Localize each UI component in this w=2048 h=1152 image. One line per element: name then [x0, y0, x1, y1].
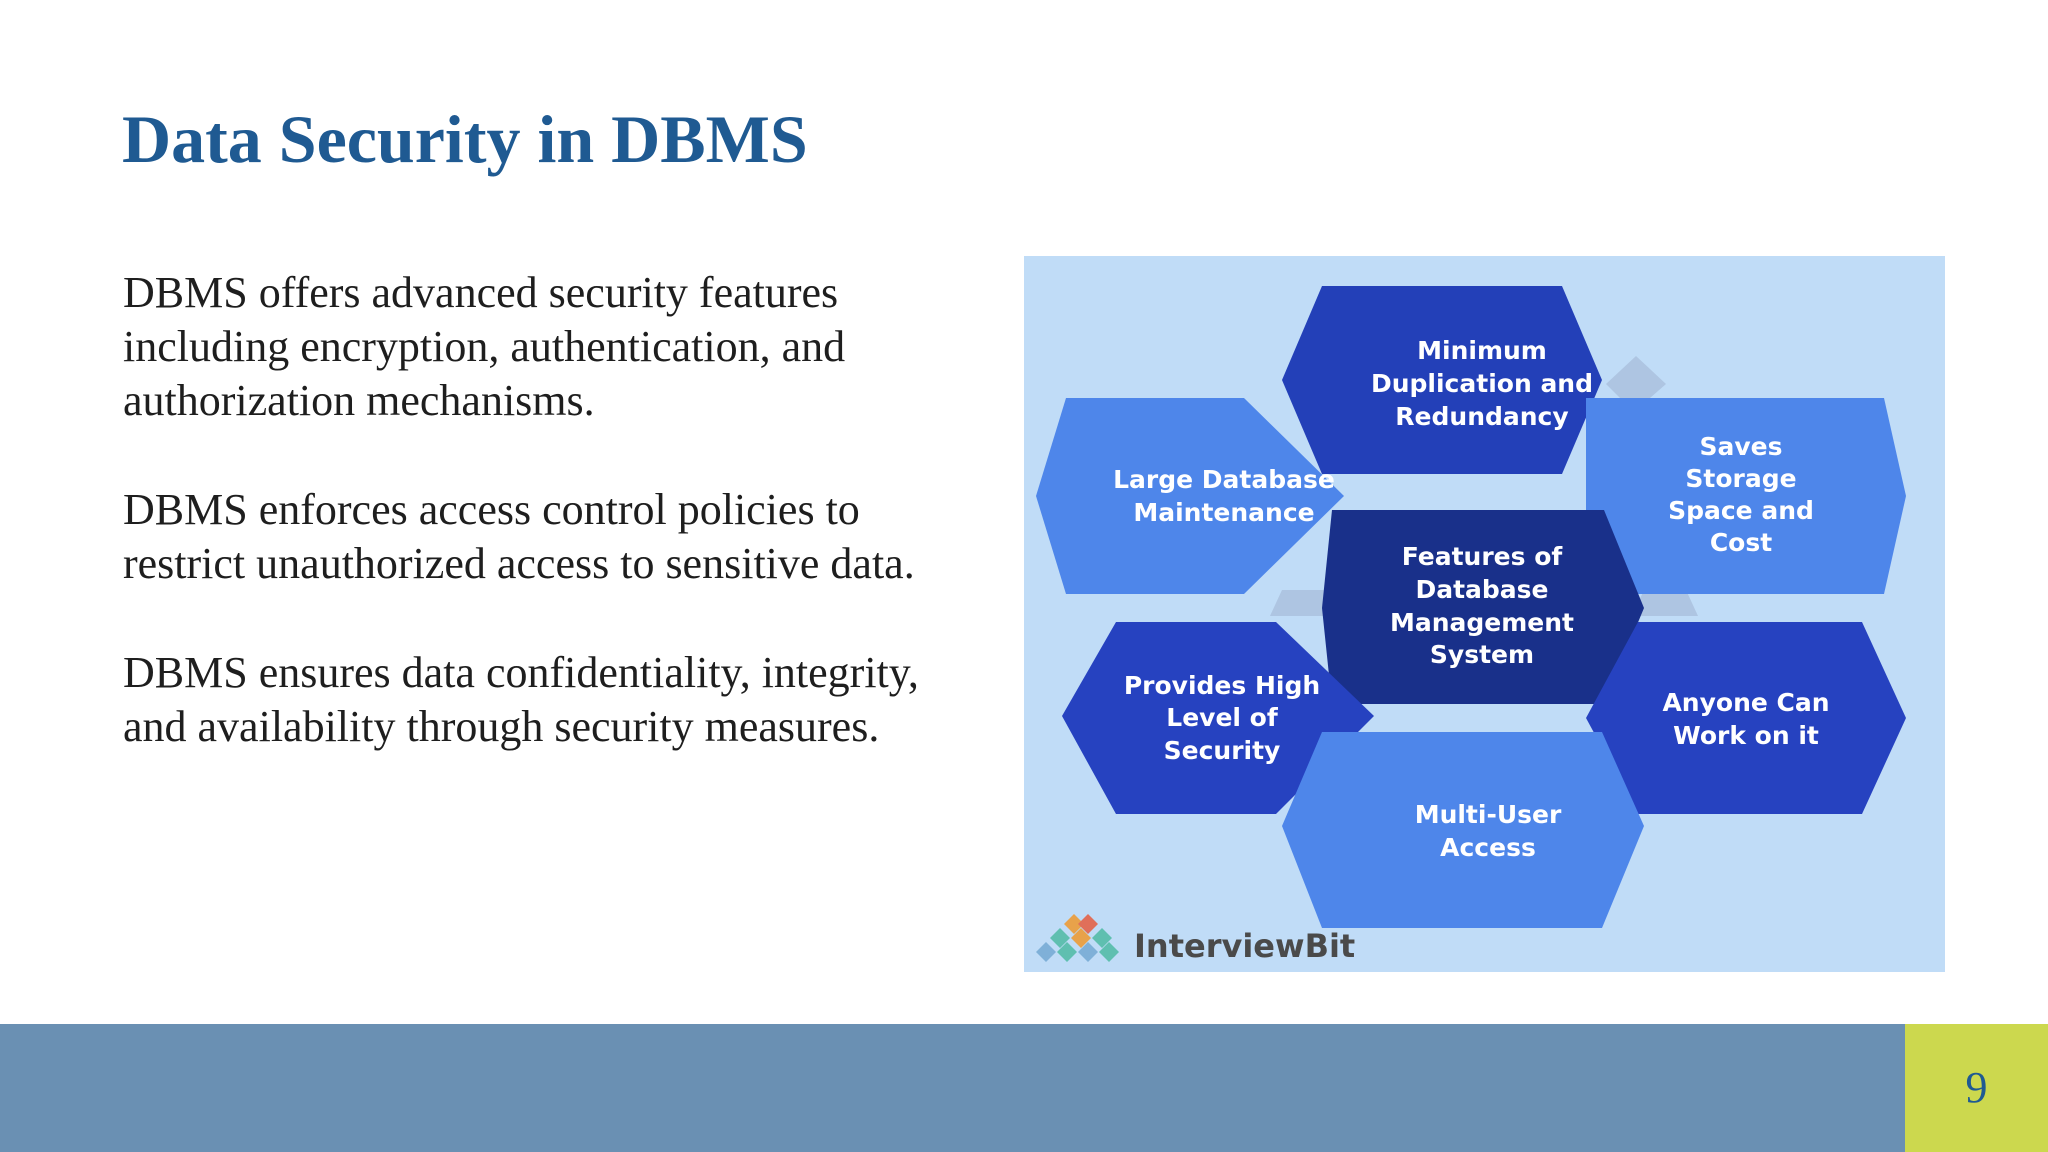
- hex-center-features: [1322, 510, 1644, 704]
- hex-text: Anyone Can: [1662, 688, 1830, 717]
- paragraph-encryption: [123, 266, 983, 428]
- paragraph-line: and availability through security measures.: [123, 702, 880, 751]
- hex-text: Saves: [1699, 432, 1783, 461]
- hex-text: Access: [1440, 833, 1536, 862]
- hex-text: Maintenance: [1133, 498, 1315, 527]
- slide-body: [123, 266, 983, 809]
- paragraph-line: DBMS ensures data confidentiality, integrity,: [123, 648, 919, 697]
- hex-text: Features of: [1401, 542, 1563, 571]
- hex-text: Provides High: [1123, 671, 1321, 700]
- hex-anyone-can-work: [1586, 622, 1906, 814]
- hex-text: System: [1429, 640, 1535, 669]
- paragraph-line: DBMS offers advanced security features: [123, 268, 839, 317]
- paragraph-line: authorization mechanisms.: [123, 376, 595, 425]
- page-number: 9: [1965, 1063, 1988, 1112]
- hex-text: Space and: [1668, 496, 1814, 525]
- slide-title: Data Security in DBMS: [122, 101, 808, 177]
- hex-text: Duplication and: [1370, 369, 1594, 398]
- hex-text: Security: [1163, 736, 1281, 765]
- hex-minimum-duplication: [1282, 286, 1602, 474]
- interviewbit-logo: [1036, 914, 1355, 965]
- hex-text: Large Database: [1113, 465, 1335, 494]
- paragraph-line: DBMS enforces access control policies to: [123, 485, 860, 534]
- hex-text: Management: [1389, 608, 1575, 637]
- hex-large-database: [1036, 398, 1344, 594]
- paragraph-line: including encryption, authentication, and: [123, 322, 846, 371]
- hex-text: Work on it: [1673, 721, 1819, 750]
- hex-text: Minimum: [1417, 336, 1547, 365]
- hex-text: Cost: [1709, 528, 1773, 557]
- hex-saves-storage: [1586, 398, 1906, 594]
- hex-text: Database: [1415, 575, 1549, 604]
- footer-bar: [0, 1024, 1905, 1152]
- hex-multi-user: [1282, 732, 1644, 928]
- hex-text: Redundancy: [1395, 402, 1569, 431]
- paragraph-cia: [123, 646, 983, 754]
- paragraph-access-control: [123, 483, 983, 591]
- dbms-features-figure: [1024, 256, 1945, 972]
- interviewbit-logo-text: InterviewBit: [1134, 927, 1356, 965]
- hex-text: Multi-User: [1414, 800, 1562, 829]
- interviewbit-logo-icon: [1036, 914, 1119, 962]
- page-number-box: [1905, 1024, 2048, 1152]
- hexagon-diagram: [1024, 256, 1945, 972]
- hex-text: Storage: [1685, 464, 1797, 493]
- paragraph-line: restrict unauthorized access to sensitive data.: [123, 539, 915, 588]
- hex-text: Level of: [1166, 703, 1278, 732]
